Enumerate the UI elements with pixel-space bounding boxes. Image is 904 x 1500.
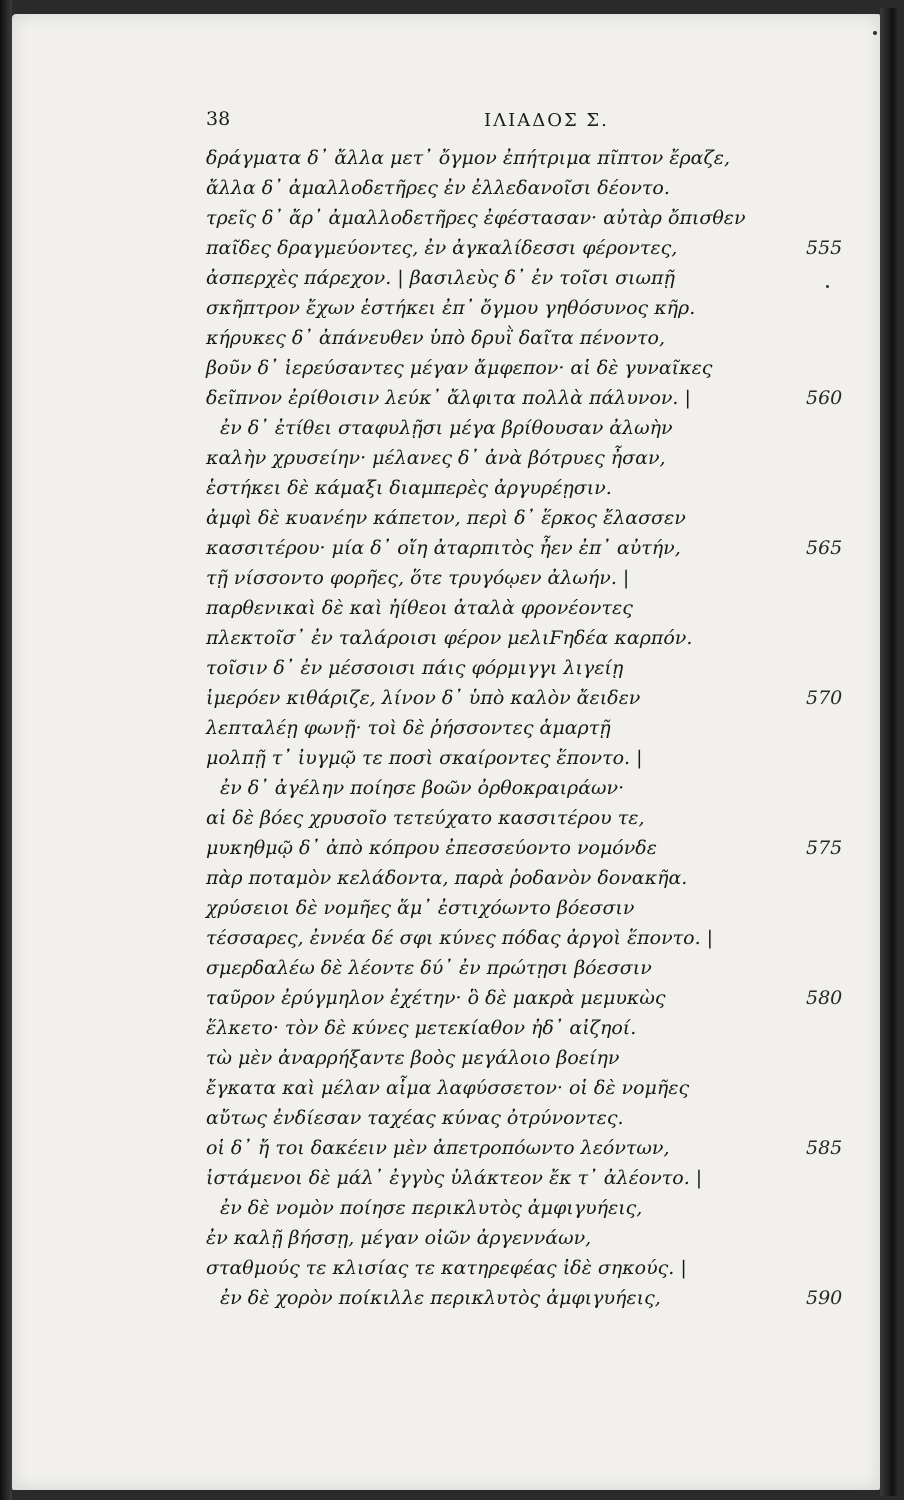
verse-text: κασσιτέρου· μία δ᾽ οἴη ἀταρπιτὸς ἦεν ἐπ᾽ αὐτήν, [206,537,681,559]
verse-line [0,173,904,203]
verse-line [0,263,904,293]
verse-text: σμερδαλέω δὲ λέοντε δύ᾽ ἐν πρώτῃσι βόεσσιν [206,957,652,979]
verse-text: ἀμφὶ δὲ κυανέην κάπετον, περὶ δ᾽ ἕρκος ἔλασσεν [206,507,686,529]
verse-text: μυκηθμῷ δ᾽ ἀπὸ κόπρου ἐπεσσεύοντο νομόνδε [206,837,657,859]
verse-text: σταθμούς τε κλισίας τε κατηρεφέας ἰδὲ σηκούς. | [206,1257,687,1279]
verse-line [0,503,904,533]
verse-text: πὰρ ποταμὸν κελάδοντα, παρὰ ῥοδανὸν δονακῆα. [206,867,688,889]
verse-line [0,1043,904,1073]
verse-line [0,833,904,863]
line-number: 560 [806,387,843,409]
verse-line [0,473,904,503]
line-number: 585 [806,1137,843,1159]
verse-text: παρθενικαὶ δὲ καὶ ἠίθεοι ἀταλὰ φρονέοντες [206,597,633,619]
verse-text: πλεκτοῖσ᾽ ἐν ταλάροισι φέρον μελιϜηδέα καρπόν. [206,627,693,649]
verse-text: ἐν δὲ χορὸν ποίκιλλε περικλυτὸς ἀμφιγυήεις, [220,1287,661,1309]
verse-text: λεπταλέῃ φωνῇ· τοὶ δὲ ῥήσσοντες ἁμαρτῇ [206,717,611,739]
verse-text: ταῦρον ἐρύγμηλον ἐχέτην· ὃ δὲ μακρὰ μεμυκὼς [206,987,666,1009]
page-number: 38 [206,108,231,130]
verse-line [0,1073,904,1103]
verse-text: κήρυκες δ᾽ ἀπάνευθεν ὑπὸ δρυῒ δαῖτα πένοντο, [206,327,666,349]
verse-line [0,593,904,623]
verse-text: ἔγκατα καὶ μέλαν αἷμα λαφύσσετον· οἱ δὲ νομῆες [206,1077,690,1099]
verse-line [0,863,904,893]
verse-text: ἑστήκει δὲ κάμαξι διαμπερὲς ἀργυρέῃσιν. [206,477,612,499]
verse-text: ἐν καλῇ βήσσῃ, μέγαν οἰῶν ἀργεννάων, [206,1227,592,1249]
verse-line [0,143,904,173]
verse-text: μολπῇ τ᾽ ἰυγμῷ τε ποσὶ σκαίροντες ἕποντο. | [206,747,643,769]
verse-text: τοῖσιν δ᾽ ἐν μέσσοισι πάις φόρμιγγι λιγείῃ [206,657,624,679]
verse-text: δεῖπνον ἐρίθοισιν λεύκ᾽ ἄλφιτα πολλὰ πάλυνον. | [206,387,691,409]
verse-text: ἐν δ᾽ ἀγέλην ποίησε βοῶν ὀρθοκραιράων· [220,777,625,799]
line-number: 565 [806,537,843,559]
verse-text: αἱ δὲ βόες χρυσοῖο τετεύχατο κασσιτέρου τε, [206,807,645,829]
line-number: 580 [806,987,843,1009]
running-title: ΙΛΙΑΔΟΣ Σ. [484,110,609,131]
page-header [0,108,904,138]
line-number: 575 [806,837,843,859]
line-number: 570 [806,687,843,709]
verse-text: ἐν δὲ νομὸν ποίησε περικλυτὸς ἀμφιγυήεις, [220,1197,643,1219]
line-number: 555 [806,237,843,259]
verse-line [0,203,904,233]
verse-line [0,743,904,773]
verse-line [0,653,904,683]
verse-text: βοῦν δ᾽ ἱερεύσαντες μέγαν ἄμφεπον· αἱ δὲ γυναῖκες [206,357,713,379]
verse-line [0,1223,904,1253]
verse-line [0,1283,904,1313]
verse-text: ἐν δ᾽ ἐτίθει σταφυλῇσι μέγα βρίθουσαν ἀλωὴν [220,417,673,439]
verse-text: σκῆπτρον ἔχων ἑστήκει ἐπ᾽ ὄγμου γηθόσυνος κῆρ. [206,297,696,319]
verse-line [0,623,904,653]
verse-line [0,413,904,443]
verse-text: καλὴν χρυσείην· μέλανες δ᾽ ἀνὰ βότρυες ἦσαν, [206,447,666,469]
verse-line [0,983,904,1013]
verse-line [0,563,904,593]
verse-text: χρύσειοι δὲ νομῆες ἅμ᾽ ἐστιχόωντο βόεσσιν [206,897,635,919]
verse-line [0,893,904,923]
verse-text: ἱστάμενοι δὲ μάλ᾽ ἐγγὺς ὑλάκτεον ἔκ τ᾽ ἀλέοντο. | [206,1167,703,1189]
verse-line [0,1253,904,1283]
verse-line [0,443,904,473]
verse-line [0,803,904,833]
verse-text: τρεῖς δ᾽ ἄρ᾽ ἀμαλλοδετῆρες ἐφέστασαν· αὐτὰρ ὄπισθεν [206,207,746,229]
verse-block [0,143,904,1313]
verse-line [0,353,904,383]
verse-text: παῖδες δραγμεύοντες, ἐν ἀγκαλίδεσσι φέροντες, [206,237,678,259]
verse-line [0,1013,904,1043]
verse-line [0,953,904,983]
verse-line [0,293,904,323]
scan-speck [873,31,877,35]
verse-line [0,1133,904,1163]
verse-text: τῇ νίσσοντο φορῆες, ὅτε τρυγόῳεν ἀλωήν. | [206,567,630,589]
verse-text: αὔτως ἐνδίεσαν ταχέας κύνας ὀτρύνοντες. [206,1107,624,1129]
verse-line [0,1163,904,1193]
verse-line [0,383,904,413]
line-number: 590 [806,1287,843,1309]
verse-line [0,1193,904,1223]
verse-line [0,683,904,713]
verse-text: τέσσαρες, ἐννέα δέ σφι κύνες πόδας ἀργοὶ ἕποντο. | [206,927,714,949]
verse-text: ἕλκετο· τὸν δὲ κύνες μετεκίαθον ἠδ᾽ αἰζηοί. [206,1017,637,1039]
verse-text: ἱμερόεν κιθάριζε, λίνον δ᾽ ὑπὸ καλὸν ἄειδεν [206,687,641,709]
verse-text: ἄλλα δ᾽ ἀμαλλοδετῆρες ἐν ἐλλεδανοῖσι δέοντο. [206,177,670,199]
verse-line [0,713,904,743]
verse-line [0,533,904,563]
verse-text: οἱ δ᾽ ἤ τοι δακέειν μὲν ἀπετροπόωντο λεόντων, [206,1137,670,1159]
verse-text: δράγματα δ᾽ ἄλλα μετ᾽ ὄγμον ἐπήτριμα πῖπτον ἔραζε, [206,147,730,169]
verse-line [0,923,904,953]
verse-line [0,233,904,263]
verse-text: ἀσπερχὲς πάρεχον. | βασιλεὺς δ᾽ ἐν τοῖσι σιωπῇ [206,267,675,289]
verse-text: τὼ μὲν ἀναρρήξαντε βοὸς μεγάλοιο βοείην [206,1047,620,1069]
verse-line [0,773,904,803]
verse-line [0,1103,904,1133]
verse-line [0,323,904,353]
